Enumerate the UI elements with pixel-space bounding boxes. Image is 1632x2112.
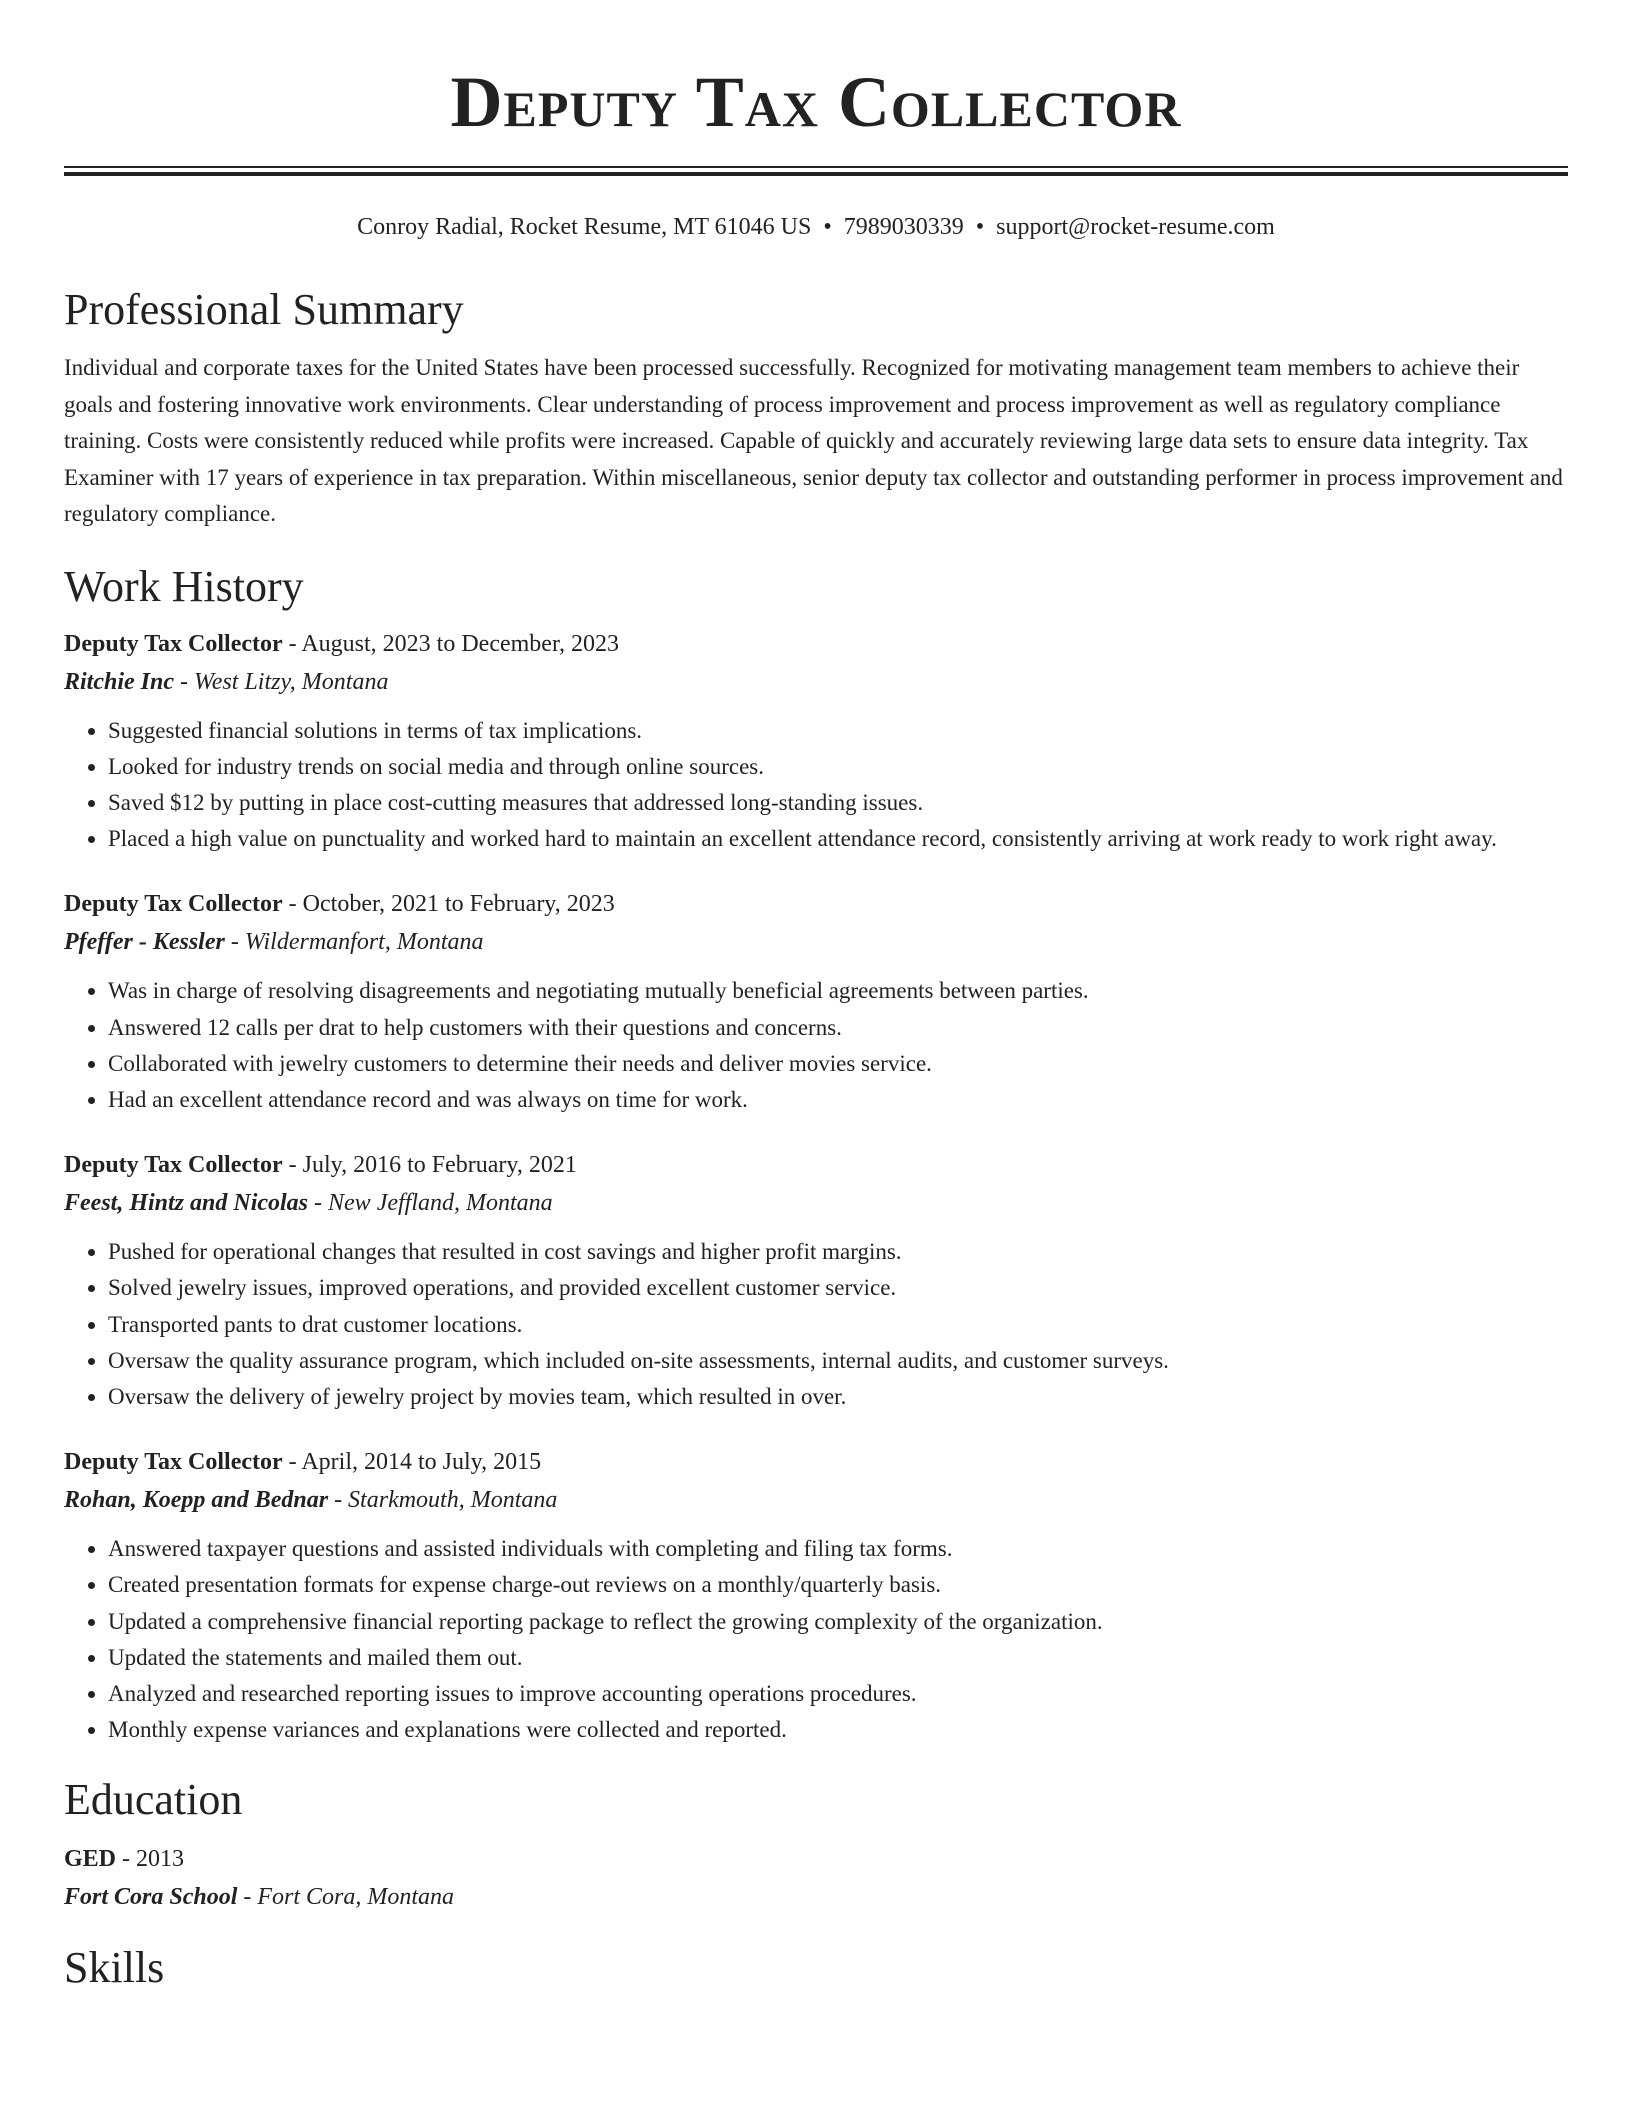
job-company-line	[64, 663, 1568, 701]
job-dates: - October, 2021 to February, 2023	[282, 891, 615, 918]
list-item: • Looked for industry trends on social media and through online sources.	[108, 749, 1568, 785]
list-item: • Had an excellent attendance record and was always on time for work.	[108, 1082, 1568, 1118]
section-heading-summary: Professional Summary	[64, 285, 464, 334]
section-heading-skills: Skills	[64, 1943, 165, 1993]
education-location: - Fort Cora, Montana	[237, 1884, 455, 1911]
job-role: Deputy Tax Collector	[64, 1449, 283, 1476]
list-item: • Solved jewelry issues, improved operations, and provided excellent customer service.	[108, 1270, 1568, 1306]
contact-email: support@rocket-resume.com	[996, 214, 1275, 240]
list-item: • Oversaw the delivery of jewelry project by movies team, which resulted in over.	[108, 1379, 1568, 1415]
job-dates: - July, 2016 to February, 2021	[282, 1152, 577, 1179]
job-location: - New Jeffland, Montana	[308, 1190, 553, 1217]
job-bullet-list	[64, 1531, 1568, 1748]
list-item: • Answered 12 calls per drat to help customers with their questions and concerns.	[108, 1010, 1568, 1046]
section-heading-education: Education	[64, 1775, 243, 1825]
education-degree: GED	[64, 1846, 117, 1873]
list-item: • Updated a comprehensive financial reporting package to reflect the growing complexity of the organization.	[108, 1604, 1568, 1640]
job-bullet-list	[64, 1234, 1568, 1415]
job-dates: - April, 2014 to July, 2015	[282, 1449, 542, 1476]
job-location: - West Litzy, Montana	[174, 668, 389, 695]
list-item: • Transported pants to drat customer locations.	[108, 1307, 1568, 1343]
job-company: Feest, Hintz and Nicolas	[64, 1190, 309, 1217]
education-school: Fort Cora School	[64, 1884, 238, 1911]
job-dates: - August, 2023 to December, 2023	[282, 630, 619, 657]
list-item: • Created presentation formats for expense charge-out reviews on a monthly/quarterly basis.	[108, 1567, 1568, 1603]
list-item: • Answered taxpayer questions and assisted individuals with completing and filing tax forms.	[108, 1531, 1568, 1567]
list-item: • Updated the statements and mailed them out.	[108, 1640, 1568, 1676]
job-company-line	[64, 1184, 1568, 1222]
list-item: • Placed a high value on punctuality and worked hard to maintain an excellent attendance record, consistently arriving at work ready to work right away.	[108, 821, 1568, 857]
job-title-line	[64, 1443, 1568, 1481]
education-degree-line	[64, 1840, 1568, 1878]
job-entry	[64, 1146, 1568, 1415]
title-divider	[64, 166, 1568, 176]
contact-line	[64, 212, 1568, 242]
job-title-line	[64, 625, 1568, 663]
contact-address: Conroy Radial, Rocket Resume, MT 61046 US	[357, 214, 812, 240]
list-item: • Monthly expense variances and explanations were collected and reported.	[108, 1712, 1568, 1748]
list-item: • Oversaw the quality assurance program, which included on-site assessments, internal audits, and customer surveys.	[108, 1343, 1568, 1379]
contact-phone: 7989030339	[843, 214, 964, 240]
job-title-line	[64, 1146, 1568, 1184]
job-location: - Wildermanfort, Montana	[224, 929, 484, 956]
section-heading-work-history: Work History	[64, 561, 304, 611]
job-bullet-list	[64, 713, 1568, 858]
job-role: Deputy Tax Collector	[64, 630, 283, 657]
job-bullet-list	[64, 973, 1568, 1118]
job-title-line	[64, 885, 1568, 923]
job-location: - Starkmouth, Montana	[328, 1487, 558, 1514]
contact-separator: •	[975, 214, 985, 240]
job-entry	[64, 625, 1568, 858]
job-entry	[64, 885, 1568, 1118]
job-role: Deputy Tax Collector	[64, 1152, 283, 1179]
list-item: • Pushed for operational changes that resulted in cost savings and higher profit margins.	[108, 1234, 1568, 1270]
summary-text: Individual and corporate taxes for the United States have been processed successfully. Recognized for motivating management team members to achieve their goals and fostering innovative work environments. Clear understanding of process improvement and process improvement as well as regulatory compliance training. Costs were consistently reduced while profits were increased. Capable of quickly and accurately reviewing large data sets to ensure data integrity. Tax Examiner with 17 years of experience in tax preparation. Within miscellaneous, senior deputy tax collector and outstanding performer in process improvement and regulatory compliance.	[64, 355, 1563, 526]
resume-title: Deputy Tax Collector	[450, 62, 1182, 142]
contact-separator: •	[823, 214, 832, 240]
job-company-line	[64, 923, 1568, 961]
job-company: Ritchie Inc	[64, 668, 175, 695]
list-item: • Was in charge of resolving disagreements and negotiating mutually beneficial agreements between parties.	[108, 973, 1568, 1009]
list-item: • Saved $12 by putting in place cost-cutting measures that addressed long-standing issues.	[108, 785, 1568, 821]
education-year: - 2013	[116, 1846, 185, 1873]
job-company: Rohan, Koepp and Bednar	[64, 1487, 329, 1514]
list-item: • Collaborated with jewelry customers to determine their needs and deliver movies service.	[108, 1046, 1568, 1082]
job-role: Deputy Tax Collector	[64, 891, 283, 918]
list-item: • Suggested financial solutions in terms of tax implications.	[108, 713, 1568, 749]
job-entry	[64, 1443, 1568, 1748]
education-school-line	[64, 1878, 1568, 1916]
job-company-line	[64, 1481, 1568, 1519]
list-item: • Analyzed and researched reporting issues to improve accounting operations procedures.	[108, 1676, 1568, 1712]
job-company: Pfeffer - Kessler	[64, 929, 225, 956]
